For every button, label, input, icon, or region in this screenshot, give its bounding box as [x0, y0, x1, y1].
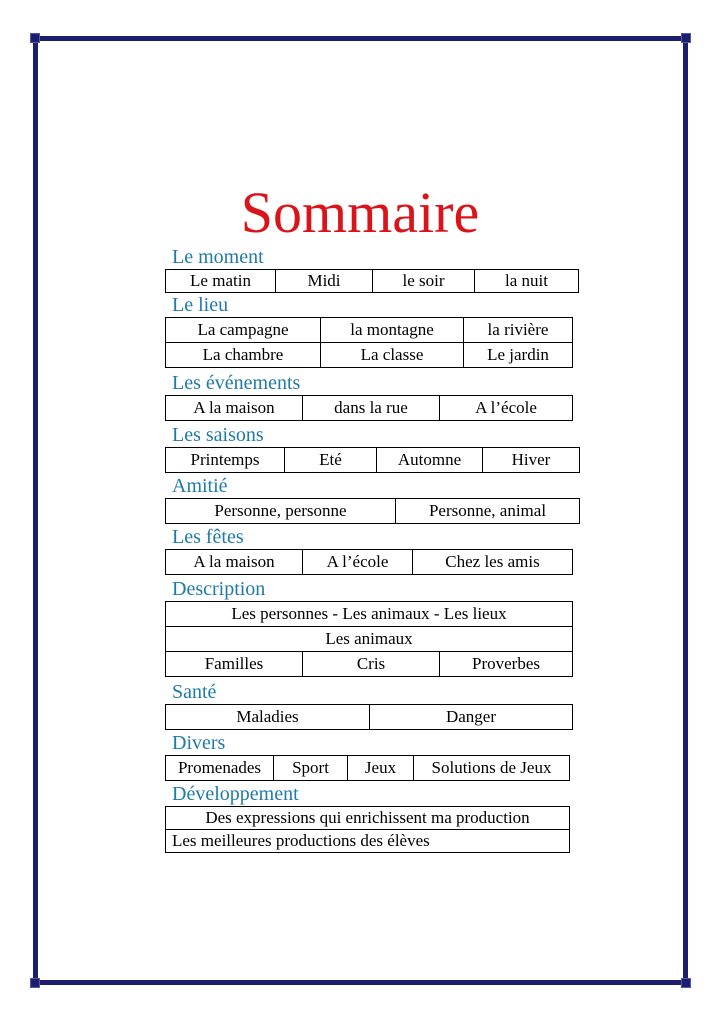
table-cell: Automne: [377, 448, 483, 473]
table-cell: la nuit: [475, 270, 579, 293]
table-cell: dans la rue: [303, 396, 440, 421]
table-cell: Solutions de Jeux: [414, 756, 570, 781]
table-row: [166, 448, 580, 473]
section-heading-moment: Le moment: [172, 246, 264, 268]
table-cell: La campagne: [166, 318, 321, 343]
table-row: [166, 705, 573, 730]
section-heading-description: Description: [172, 578, 266, 600]
table-cell: Promenades: [166, 756, 274, 781]
table-row: [166, 830, 570, 853]
section-heading-divers: Divers: [172, 732, 226, 754]
table-cell: A la maison: [166, 396, 303, 421]
table-cell: Des expressions qui enrichissent ma production: [166, 807, 570, 830]
section-heading-saisons: Les saisons: [172, 424, 264, 446]
table-cell: Le jardin: [464, 343, 573, 368]
table-fetes: [165, 549, 573, 575]
table-cell: Midi: [276, 270, 373, 293]
table-cell: Sport: [274, 756, 348, 781]
table-lieu: [165, 317, 573, 368]
table-cell: Personne, animal: [396, 499, 580, 524]
table-cell: Printemps: [166, 448, 285, 473]
table-cell: Familles: [166, 652, 303, 677]
table-row: [166, 270, 579, 293]
section-heading-developpement: Développement: [172, 783, 299, 805]
border-bottom: [36, 980, 685, 985]
table-row: [166, 652, 573, 677]
table-cell: Les personnes - Les animaux - Les lieux: [166, 602, 573, 627]
section-heading-lieu: Le lieu: [172, 294, 229, 316]
table-description: [165, 601, 573, 677]
table-saisons: [165, 447, 580, 473]
table-cell: La classe: [321, 343, 464, 368]
border-corner: [681, 33, 691, 43]
table-cell: Les animaux: [166, 627, 573, 652]
table-cell: Chez les amis: [413, 550, 573, 575]
table-row: [166, 550, 573, 575]
table-amitie: [165, 498, 580, 524]
table-row: [166, 396, 573, 421]
table-cell: La chambre: [166, 343, 321, 368]
table-row: [166, 343, 573, 368]
border-top: [36, 36, 685, 41]
table-row: [166, 499, 580, 524]
table-moment: [165, 269, 579, 293]
section-heading-fetes: Les fêtes: [172, 526, 244, 548]
table-cell: Cris: [303, 652, 440, 677]
section-heading-evenements: Les événements: [172, 372, 301, 394]
table-cell: A l’école: [303, 550, 413, 575]
table-cell: Hiver: [483, 448, 580, 473]
table-cell: Jeux: [348, 756, 414, 781]
table-evenements: [165, 395, 573, 421]
table-row: [166, 318, 573, 343]
table-cell: la montagne: [321, 318, 464, 343]
table-cell: la rivière: [464, 318, 573, 343]
table-cell: A la maison: [166, 550, 303, 575]
section-heading-sante: Santé: [172, 681, 217, 703]
table-cell: Maladies: [166, 705, 370, 730]
border-corner: [30, 33, 40, 43]
table-cell: Proverbes: [440, 652, 573, 677]
table-cell: Les meilleures productions des élèves: [166, 830, 570, 853]
table-cell: le soir: [373, 270, 475, 293]
section-heading-amitie: Amitié: [172, 475, 228, 497]
table-cell: Le matin: [166, 270, 276, 293]
table-cell: Eté: [285, 448, 377, 473]
table-cell: Personne, personne: [166, 499, 396, 524]
table-divers: [165, 755, 570, 781]
border-corner: [30, 978, 40, 988]
border-corner: [681, 978, 691, 988]
table-sante: [165, 704, 573, 730]
table-row: [166, 627, 573, 652]
table-row: [166, 807, 570, 830]
page-title: Sommaire: [240, 180, 480, 245]
table-row: [166, 756, 570, 781]
table-cell: A l’école: [440, 396, 573, 421]
table-row: [166, 602, 573, 627]
table-cell: Danger: [370, 705, 573, 730]
table-developpement: [165, 806, 570, 853]
